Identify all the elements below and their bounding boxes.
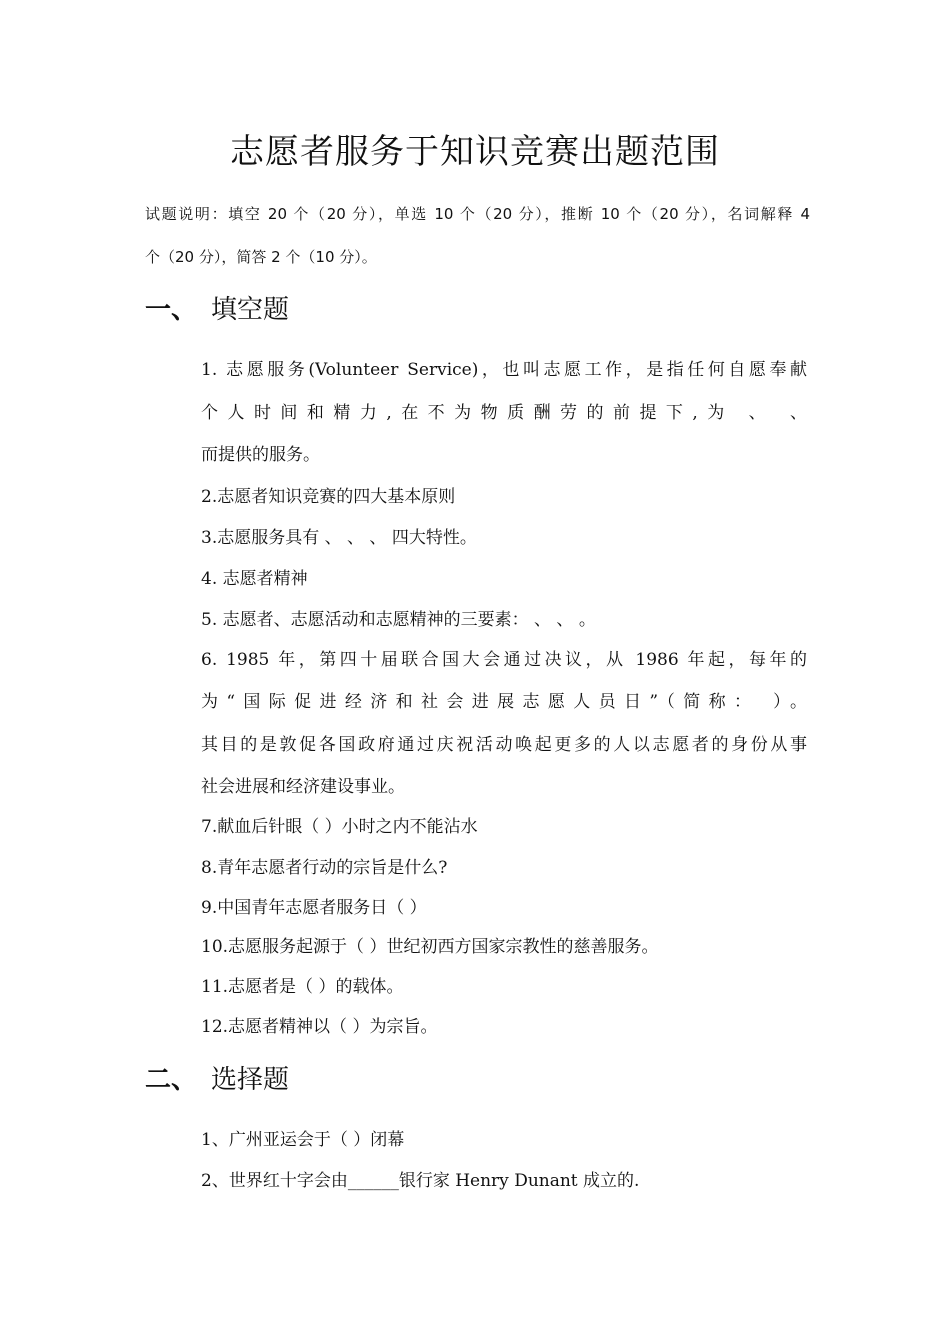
question-line: 1. 志愿服务(Volunteer Service)，也叫志愿工作，是指任何自愿奉献: [201, 360, 807, 380]
section-number: 一、: [145, 295, 198, 325]
question-line: 12.志愿者精神以（ ）为宗旨。: [201, 1017, 438, 1037]
question-line: 而提供的服务。: [201, 445, 320, 465]
section-title: 选择题: [211, 1065, 290, 1095]
question-line: 9.中国青年志愿者服务日（ ）: [201, 898, 427, 918]
question-line: 个人时间和精力,在不为物质酬劳的前提下,为 、 、: [201, 403, 807, 423]
question-line: 为“国际促进经济和社会进展志愿人员日”（简称： ）。: [201, 692, 807, 712]
section-number: 二、: [145, 1065, 198, 1095]
question-line: 5. 志愿者、志愿活动和志愿精神的三要素： 、 、 。: [201, 610, 596, 630]
section-heading-multiple-choice: [145, 1064, 289, 1096]
question-line: 1、广州亚运会于（ ）闭幕: [201, 1130, 405, 1150]
question-line: 11.志愿者是（ ）的载体。: [201, 977, 404, 997]
question-line: 3.志愿服务具有 、 、 、 四大特性。: [201, 528, 477, 548]
question-line: 社会进展和经济建设事业。: [201, 777, 405, 797]
intro-line: 试题说明：填空 20 个（20 分），单选 10 个（20 分），推断 10 个（20 分），名词解释 4: [145, 205, 810, 223]
section-title: 填空题: [211, 295, 290, 325]
question-line: 2.志愿者知识竞赛的四大基本原则: [201, 487, 456, 507]
section-heading-fill-in: [145, 294, 289, 326]
question-line: 6. 1985 年，第四十届联合国大会通过决议，从 1986 年起，每年的: [201, 650, 807, 670]
question-line: 8.青年志愿者行动的宗旨是什么?: [201, 858, 448, 878]
question-line: 10.志愿服务起源于（ ）世纪初西方国家宗教性的慈善服务。: [201, 937, 659, 957]
question-line: 其目的是敦促各国政府通过庆祝活动唤起更多的人以志愿者的身份从事: [201, 735, 807, 755]
question-line: 4. 志愿者精神: [201, 569, 308, 589]
document-title: 志愿者服务于知识竞赛出题范围: [230, 132, 720, 172]
intro-line: 个（20 分），简答 2 个（10 分）。: [145, 248, 377, 266]
question-line: 7.献血后针眼（ ）小时之内不能沾水: [201, 817, 478, 837]
question-line: 2、世界红十字会由______银行家 Henry Dunant 成立的.: [201, 1171, 640, 1191]
